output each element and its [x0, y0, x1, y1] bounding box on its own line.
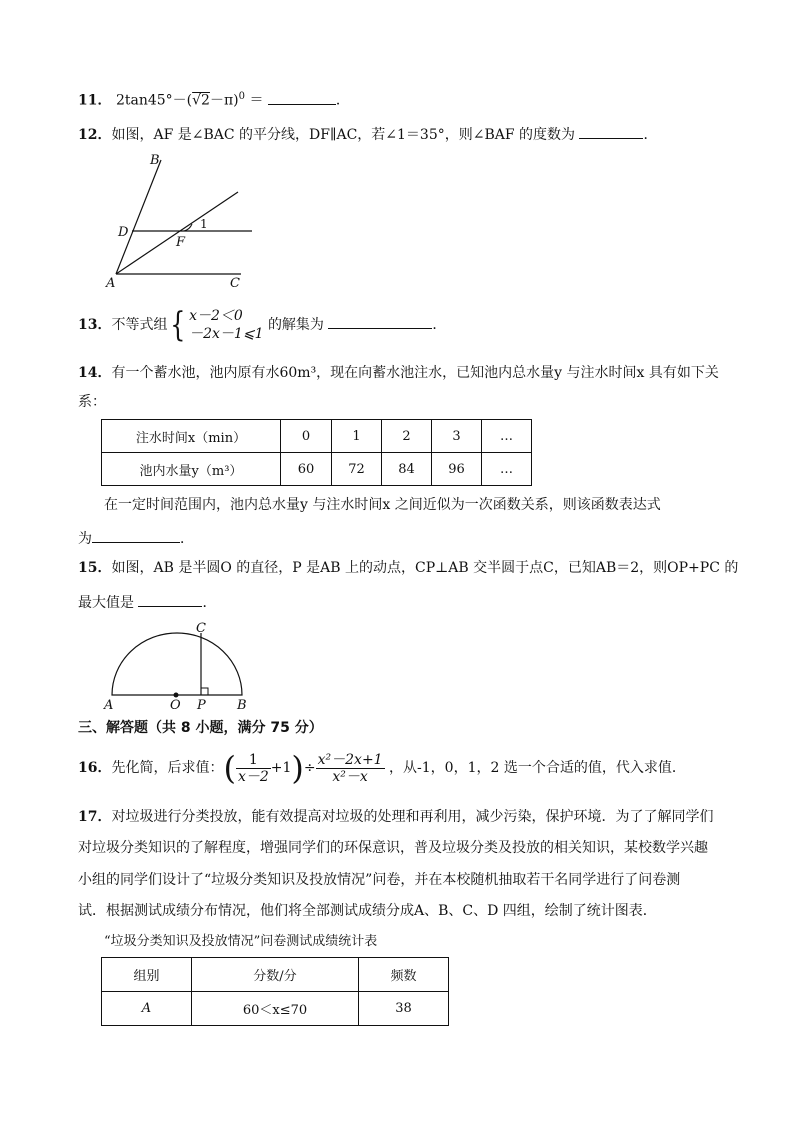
inequality-2: －2x－1⩽1 — [189, 326, 264, 342]
question-number: 14． — [78, 365, 112, 381]
table-row — [102, 453, 532, 486]
question-text: 最大值是 — [78, 595, 139, 611]
table-row — [102, 420, 532, 453]
table-cell: 96 — [432, 453, 482, 486]
table-cell: 3 — [432, 420, 482, 453]
period: ． — [335, 92, 350, 109]
question-17-line-1 — [78, 807, 713, 827]
period: ． — [643, 127, 658, 143]
fraction-2: $\frac{\text{x²－2x+1}}{\text{x²－x}}$ — [317, 751, 383, 785]
inequality-1: x－2＜0 — [189, 308, 243, 324]
question-number: 11． — [78, 92, 112, 109]
plus-one: +1 — [270, 760, 292, 776]
expression-part: －π) — [209, 92, 239, 109]
expression-part: ＝ — [245, 92, 264, 109]
label-a: A — [106, 276, 116, 291]
table-title: “垃圾分类知识及投放情况”问卷测试成绩统计表 — [104, 934, 378, 949]
table-header-cell: 分数/分 — [192, 958, 359, 992]
period: ． — [432, 317, 447, 333]
question-text: 不等式组 — [111, 317, 168, 333]
label-c: C — [230, 276, 240, 291]
table-cell: 0 — [281, 420, 332, 453]
table-cell: 1 — [332, 420, 382, 453]
table-row — [102, 958, 449, 992]
table-header-cell: 频数 — [359, 958, 449, 992]
semicircle-figure — [100, 618, 255, 712]
table-cell: A — [102, 992, 192, 1026]
question-13 — [78, 302, 446, 348]
angle-bisector-figure — [96, 150, 266, 295]
answer-blank[interactable] — [138, 590, 202, 607]
question-12 — [78, 122, 657, 145]
question-text: 如图，AF 是∠BAC 的平分线，DF∥AC，若∠1＝35°，则∠BAF 的度数为 — [111, 127, 580, 143]
exponent: 0 — [238, 91, 245, 102]
sqrt-term: √2 — [192, 92, 210, 109]
table-cell: 60＜x≤70 — [192, 992, 359, 1026]
label-f: F — [176, 235, 186, 250]
table-cell: 38 — [359, 992, 449, 1026]
question-number: 12． — [78, 127, 112, 143]
table-cell: 60 — [281, 453, 332, 486]
period: ． — [180, 531, 194, 547]
answer-blank[interactable] — [268, 88, 336, 105]
question-17-line-4: 试．根据测试成绩分布情况，他们将全部测试成绩分成A、B、C、D 四组，绘制了统计图表． — [78, 903, 657, 919]
question-text: 为 — [78, 531, 92, 547]
label-b: B — [237, 698, 247, 712]
label-d: D — [118, 225, 129, 240]
question-text: 有一个蓄水池，池内原有水60m³，现在向蓄水池注水，已知池内总水量y 与注水时间x 具有如下关 — [111, 365, 719, 381]
question-14-line-3: 在一定时间范围内，池内总水量y 与注水时间x 之间近似为一次函数关系，则该函数表达式 — [104, 497, 661, 513]
period: ． — [202, 595, 217, 611]
question-text: ，从-1，0，1，2 选一个合适的值，代入求值． — [389, 760, 686, 776]
question-14-line-4 — [78, 526, 194, 549]
label-a: A — [104, 698, 114, 712]
table-cell: 72 — [332, 453, 382, 486]
brace: { — [170, 305, 186, 345]
question-17-line-3: 小组的同学们设计了“垃圾分类知识及投放情况”问卷，并在本校随机抽取若干名同学进行了问卷测 — [78, 872, 681, 888]
label-b: B — [150, 153, 160, 168]
question-text: 如图，AB 是半圆O 的直径，P 是AB 上的动点，CP⊥AB 交半圆于点C，已知AB＝2，则OP+PC 的 — [111, 560, 739, 576]
divide-sign: ÷ — [303, 760, 316, 776]
question-15-line-1 — [78, 558, 738, 578]
section-heading: 三、解答题（共 8 小题，满分 75 分） — [78, 720, 323, 736]
question-number: 17． — [78, 809, 112, 825]
question-16: 16．先化简，后求值：( $\frac{1}{x-2}$ +1)÷ $\frac{\text{x²－2x+1}}{\text{x²－x}}$ ，从-1，0，1，2 选一个合适的值，代入求值． — [78, 749, 686, 787]
question-15-line-2 — [78, 590, 216, 613]
expression-part: 2tan45°－( — [115, 92, 193, 109]
answer-blank[interactable] — [328, 312, 432, 329]
score-table — [101, 957, 449, 1026]
question-text: 对垃圾进行分类投放，能有效提高对垃圾的处理和再利用，减少污染，保护环境．为了了解同学们 — [111, 809, 714, 825]
question-number: 16． — [78, 760, 112, 776]
question-number: 15． — [78, 560, 112, 576]
table-cell: 注水时间x（min） — [102, 420, 281, 453]
table-cell: 2 — [382, 420, 432, 453]
table-row — [102, 992, 449, 1026]
label-angle-1: 1 — [200, 217, 208, 231]
water-table — [101, 419, 532, 486]
question-11 — [78, 87, 350, 111]
question-14-line-2: 系： — [78, 394, 106, 410]
question-17-line-2: 对垃圾分类知识的了解程度，增强同学们的环保意识，普及垃圾分类及投放的相关知识，某校数学兴趣 — [78, 840, 708, 856]
table-header-cell: 组别 — [102, 958, 192, 992]
label-o: O — [170, 698, 181, 712]
inequality-system — [189, 307, 263, 343]
answer-blank[interactable] — [579, 122, 643, 139]
question-14-line-1 — [78, 363, 719, 383]
question-text: 先化简，后求值： — [111, 760, 224, 776]
answer-blank[interactable] — [92, 526, 180, 543]
label-p: P — [197, 698, 206, 712]
question-number: 13． — [78, 317, 112, 333]
table-cell: 池内水量y（m³） — [102, 453, 281, 486]
fraction-1: $\frac{1}{x-2}$ — [237, 751, 269, 785]
table-cell: 84 — [382, 453, 432, 486]
question-text: 的解集为 — [267, 317, 329, 333]
table-cell: … — [482, 453, 532, 486]
table-cell: … — [482, 420, 532, 453]
label-c: C — [196, 621, 206, 636]
